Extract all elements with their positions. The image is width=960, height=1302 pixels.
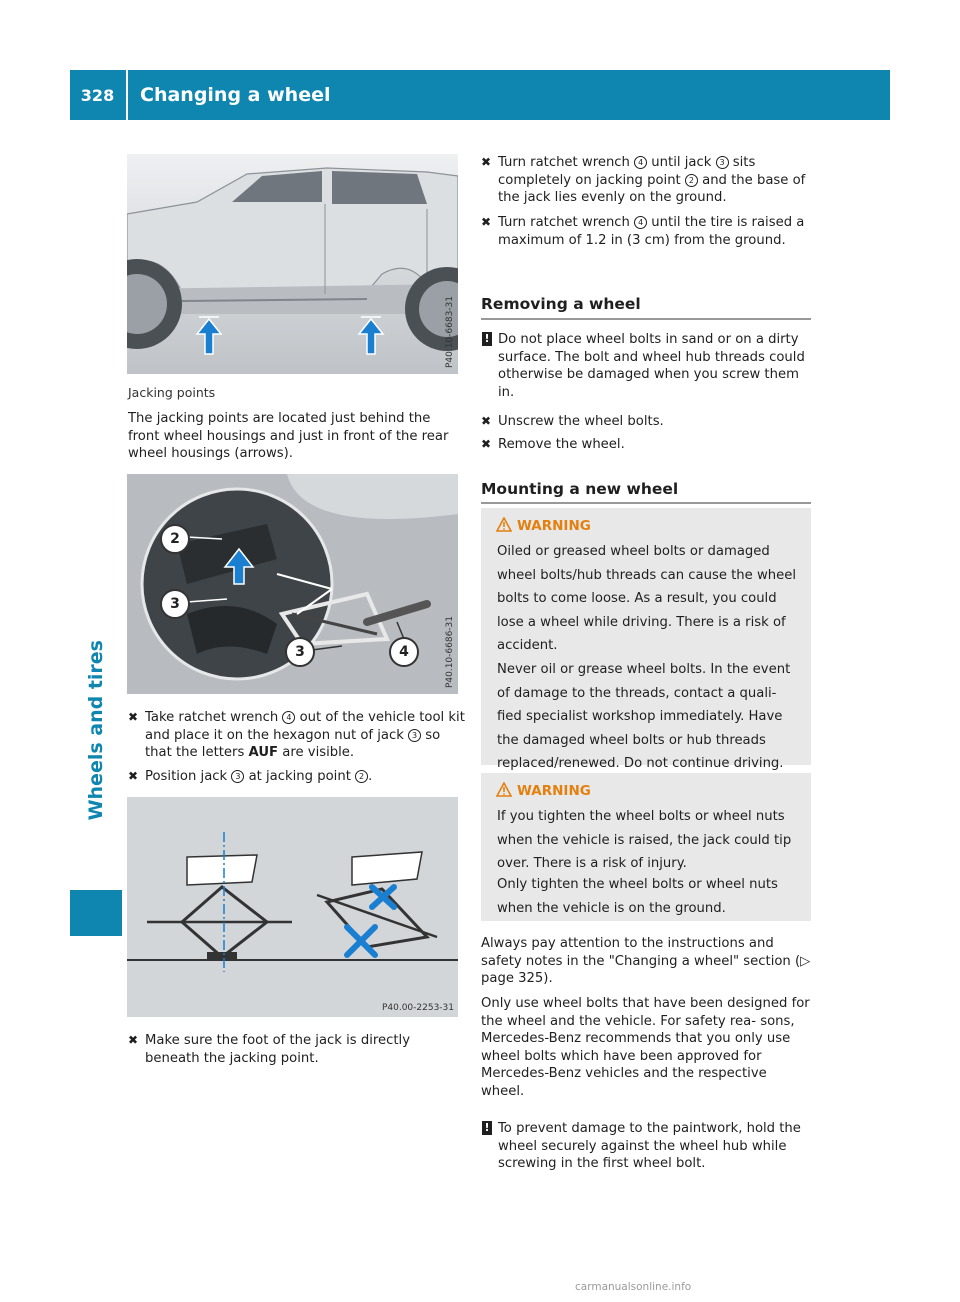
wheel-bolts-paragraph: Only use wheel bolts that have been designed for the wheel and the vehicle. For safety rea- sons, Mercedes-Benz recommends that you only use wheel bolts which have been approved for Mercedes-Benz vehicles and the respective wheel.: [481, 996, 810, 1099]
notice-paintwork: ! To prevent damage to the paintwork, hold the wheel securely against the wheel hub while screwing in the first wheel bolt.: [481, 1120, 816, 1173]
section-rule: [481, 318, 811, 320]
step-turn-wrench-2: ✖ Turn ratchet wrench 4 until the tire is raised a maximum of 1.2 in (3 cm) from the ground.: [481, 215, 805, 248]
figure-jack-position: [127, 797, 458, 1017]
callout-jack-lower: 3: [285, 637, 315, 667]
warning-text: If you tighten the wheel bolts or wheel nuts when the vehicle is raised, the jack could tip over. There is a risk of injury.: [497, 809, 792, 871]
warning-triangle-icon: [496, 517, 512, 532]
step-turn-wrench-1: ✖ Turn ratchet wrench 4 until jack 3 sits completely on jacking point 2 and the base of the jack lies evenly on the ground.: [481, 155, 806, 205]
step-remove-wheel: ✖ Remove the wheel.: [481, 437, 625, 452]
bullet-arrow-icon: ✖: [128, 710, 139, 724]
notice-wheel-bolts: ! Do not place wheel bolts in sand or on a dirty surface. The bolt and wheel hub threads could otherwise be damaged when you screw them in.: [481, 331, 813, 401]
figure-jack-detail: [127, 474, 458, 694]
warning-title: WARNING: [517, 518, 591, 534]
warning-box-jack: [481, 773, 811, 921]
figure-code: P40.10-6686-31: [445, 615, 455, 688]
side-tab-label: Wheels and tires: [85, 639, 107, 821]
bullet-arrow-icon: ✖: [481, 155, 492, 169]
bullet-arrow-icon: ✖: [481, 215, 492, 229]
warning-text: Oiled or greased wheel bolts or damaged wheel bolts/hub threads can cause the wheel bolts to come loose. As a result, you could lose a wheel while driving. There is a risk of accident.: [497, 544, 796, 653]
warning-title: WARNING: [517, 783, 591, 799]
page-title: Changing a wheel: [140, 84, 331, 106]
warning-text: Only tighten the wheel bolts or wheel nuts when the vehicle is on the ground.: [497, 877, 778, 916]
figure-code: P40.00-2253-31: [381, 1003, 454, 1013]
page-number: 328: [80, 85, 115, 105]
step-unscrew-bolts: ✖ Unscrew the wheel bolts.: [481, 414, 664, 429]
notice-exclamation-icon: !: [482, 332, 492, 346]
side-tab-block: [70, 890, 122, 936]
warning-text: Never oil or grease wheel bolts. In the event of damage to the threads, contact a quali- fied specialist workshop immediately. Have the damaged wheel bolts or hub threads replaced/renewed. Do not continue driving.: [497, 662, 791, 771]
bullet-arrow-icon: ✖: [481, 437, 492, 451]
figure-caption: Jacking points: [128, 385, 216, 400]
reference-arrow-icon: ▷: [800, 953, 811, 969]
intro-paragraph: The jacking points are located just behind the front wheel housings and just in front of the rear wheel housings (arrows).: [128, 411, 449, 461]
warning-triangle-icon: [496, 782, 512, 797]
notice-exclamation-icon: !: [482, 1121, 492, 1135]
side-tab: [70, 590, 122, 870]
section-rule: [481, 502, 811, 504]
bullet-arrow-icon: ✖: [128, 1033, 139, 1047]
bullet-arrow-icon: ✖: [481, 414, 492, 428]
watermark[interactable]: carmanualsonline.info: [575, 1281, 692, 1293]
step-check-jack-foot: ✖ Make sure the foot of the jack is directly beneath the jacking point.: [128, 1033, 411, 1066]
jack-position-diagram: [127, 797, 458, 1017]
callout-ratchet-wrench: 4: [389, 637, 419, 667]
bullet-arrow-icon: ✖: [128, 769, 139, 783]
safety-reference-paragraph: Always pay attention to the instructions and safety notes in the "Changing a wheel" section (▷ page 325).: [481, 936, 811, 986]
figure-jacking-points: [127, 154, 458, 374]
heading-mounting-wheel: Mounting a new wheel: [481, 480, 679, 498]
warning-box-bolts: [481, 508, 811, 771]
callout-jack: 3: [160, 589, 190, 619]
car-side-illustration: [127, 154, 458, 374]
step-take-ratchet: ✖ Take ratchet wrench 4 out of the vehicle tool kit and place it on the hexagon nut of jack 3 so that the letters AUF are visible.: [128, 710, 465, 760]
heading-removing-wheel: Removing a wheel: [481, 295, 641, 313]
step-position-jack: ✖ Position jack 3 at jacking point 2 .: [128, 769, 373, 784]
callout-jacking-point: 2: [160, 524, 190, 554]
header-divider: [126, 70, 128, 120]
figure-code: P40.10-6683-31: [445, 295, 455, 368]
